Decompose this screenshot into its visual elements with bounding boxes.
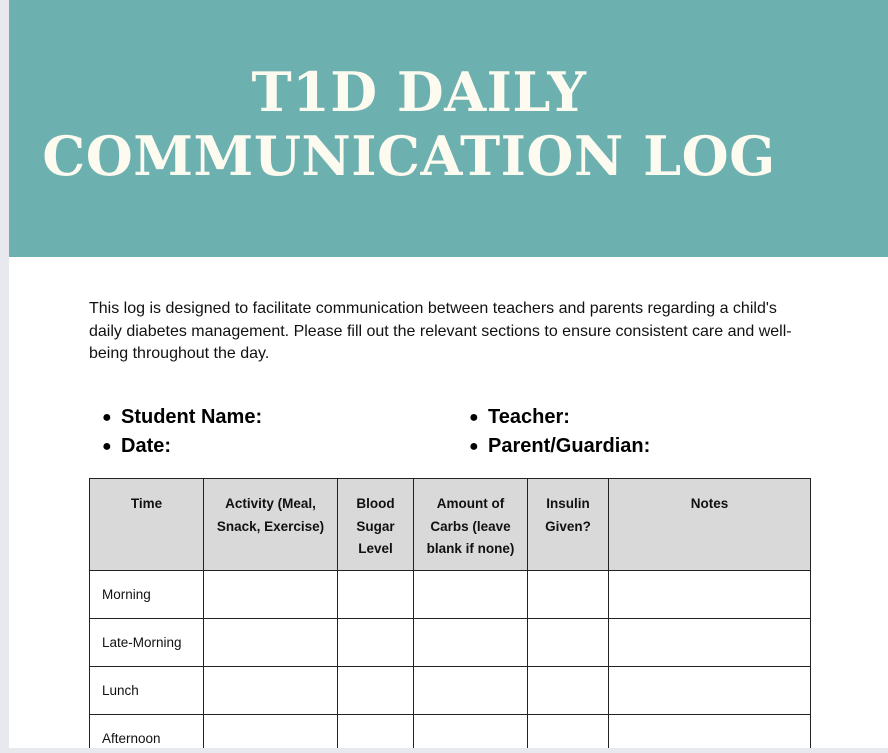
cell-carbs[interactable] xyxy=(414,619,528,667)
cell-activity[interactable] xyxy=(204,715,338,749)
cell-carbs[interactable] xyxy=(414,667,528,715)
cell-insulin[interactable] xyxy=(528,619,609,667)
cell-notes[interactable] xyxy=(609,619,811,667)
info-fields-right xyxy=(468,403,650,461)
header-notes: Notes xyxy=(609,479,811,571)
cell-time: Late-Morning xyxy=(90,619,204,667)
parent-guardian-field xyxy=(468,432,650,461)
cell-activity[interactable] xyxy=(204,571,338,619)
cell-time: Morning xyxy=(90,571,204,619)
header-activity: Activity (Meal, Snack, Exercise) xyxy=(204,479,338,571)
page-title xyxy=(9,60,809,188)
student-name-field xyxy=(101,403,262,432)
bullet-icon: ● xyxy=(469,409,479,426)
student-name-label: Student Name: xyxy=(121,406,263,428)
cell-insulin[interactable] xyxy=(528,571,609,619)
cell-activity[interactable] xyxy=(204,667,338,715)
header-insulin: Insulin Given? xyxy=(528,479,609,571)
bullet-icon: ● xyxy=(469,438,479,455)
header-time: Time xyxy=(90,479,204,571)
header-carbs: Amount of Carbs (leave blank if none) xyxy=(414,479,528,571)
cell-carbs[interactable] xyxy=(414,571,528,619)
info-fields xyxy=(9,403,888,463)
info-fields-left xyxy=(101,403,262,461)
date-field xyxy=(101,432,262,461)
cell-blood-sugar[interactable] xyxy=(338,667,414,715)
title-line-1: T1D DAILY xyxy=(251,60,587,124)
table-header-row xyxy=(90,479,811,571)
table-row xyxy=(90,715,811,749)
cell-activity[interactable] xyxy=(204,619,338,667)
cell-notes[interactable] xyxy=(609,715,811,749)
teacher-field xyxy=(468,403,650,432)
cell-insulin[interactable] xyxy=(528,715,609,749)
cell-blood-sugar[interactable] xyxy=(338,619,414,667)
title-line-2: COMMUNICATION LOG xyxy=(42,124,776,188)
table-row xyxy=(90,667,811,715)
header-blood-sugar: Blood Sugar Level xyxy=(338,479,414,571)
bullet-icon: ● xyxy=(102,409,112,426)
table-row xyxy=(90,619,811,667)
intro-paragraph: This log is designed to facilitate communication between teachers and parents regarding a child's daily diabetes management. Please fill out the relevant sections to ensure consistent care and well-being throughout the day. xyxy=(89,300,792,362)
cell-insulin[interactable] xyxy=(528,667,609,715)
cell-carbs[interactable] xyxy=(414,715,528,749)
bullet-icon: ● xyxy=(102,438,112,455)
cell-time: Lunch xyxy=(90,667,204,715)
cell-notes[interactable] xyxy=(609,571,811,619)
cell-blood-sugar[interactable] xyxy=(338,715,414,749)
date-label: Date: xyxy=(121,435,172,457)
teacher-label: Teacher: xyxy=(488,406,570,428)
cell-time: Afternoon xyxy=(90,715,204,749)
parent-guardian-label: Parent/Guardian: xyxy=(488,435,651,457)
title-banner xyxy=(9,0,888,257)
cell-blood-sugar[interactable] xyxy=(338,571,414,619)
cell-notes[interactable] xyxy=(609,667,811,715)
communication-log-table xyxy=(89,478,811,748)
table-row xyxy=(90,571,811,619)
document-page xyxy=(9,0,888,748)
